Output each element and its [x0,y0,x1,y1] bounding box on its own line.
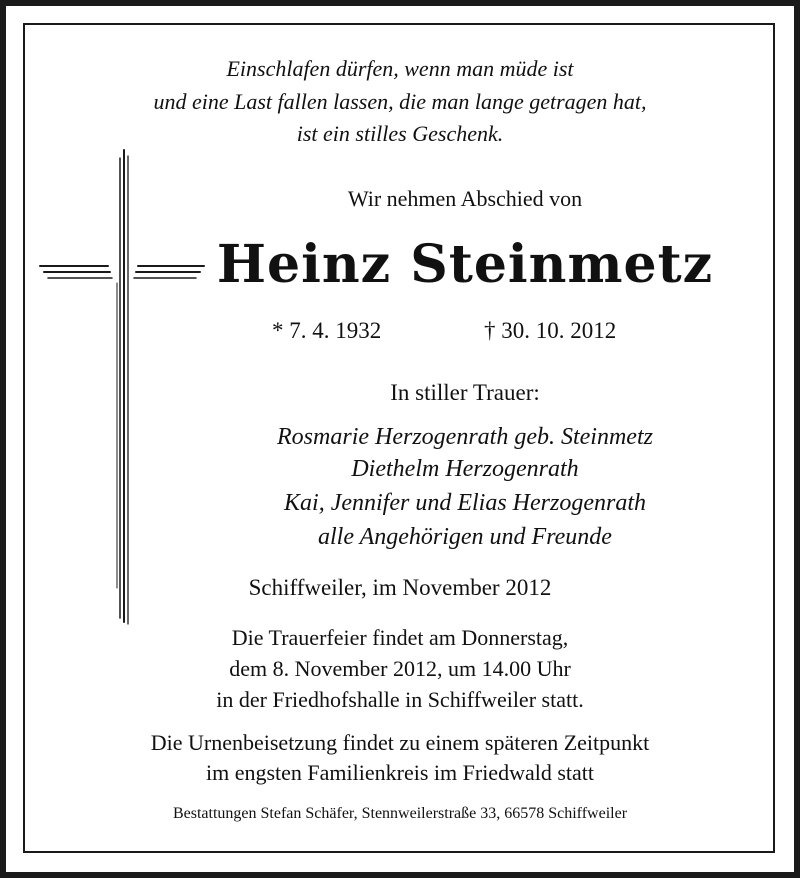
ceremony-line-2: dem 8. November 2012, um 14.00 Uhr [229,656,571,681]
mourning-heading: In stiller Trauer: [390,380,540,405]
burial-line-2: im engsten Familienkreis im Friedwald statt [206,760,594,785]
motto-line-2: und eine Last fallen lassen, die man lange getragen hat, [153,89,647,114]
motto-line-3: ist ein stilles Geschenk. [296,121,504,146]
burial-line-1: Die Urnenbeisetzung findet zu einem späteren Zeitpunkt [150,730,650,755]
intro-text: Wir nehmen Abschied von [347,186,583,211]
deceased-name: Heinz Steinmetz [216,234,714,295]
undertaker-info: Bestattungen Stefan Schäfer, Stennweilerstraße 33, 66578 Schiffweiler [172,805,628,822]
cross-icon [38,148,208,628]
mourner-line-3: Kai, Jennifer und Elias Herzogenrath [284,490,646,516]
birth-date: * 7. 4. 1932 [272,318,382,343]
ceremony-line-3: in der Friedhofshalle in Schiffweiler statt. [216,687,584,712]
ceremony-line-1: Die Trauerfeier findet am Donnerstag, [231,625,569,650]
mourner-line-4: alle Angehörigen und Freunde [318,524,612,550]
mourner-line-2: Diethelm Herzogenrath [351,456,579,482]
mourner-line-1: Rosmarie Herzogenrath geb. Steinmetz [277,424,653,450]
place-date: Schiffweiler, im November 2012 [248,575,552,600]
death-date: † 30. 10. 2012 [484,318,617,343]
motto-line-1: Einschlafen dürfen, wenn man müde ist [226,56,574,81]
